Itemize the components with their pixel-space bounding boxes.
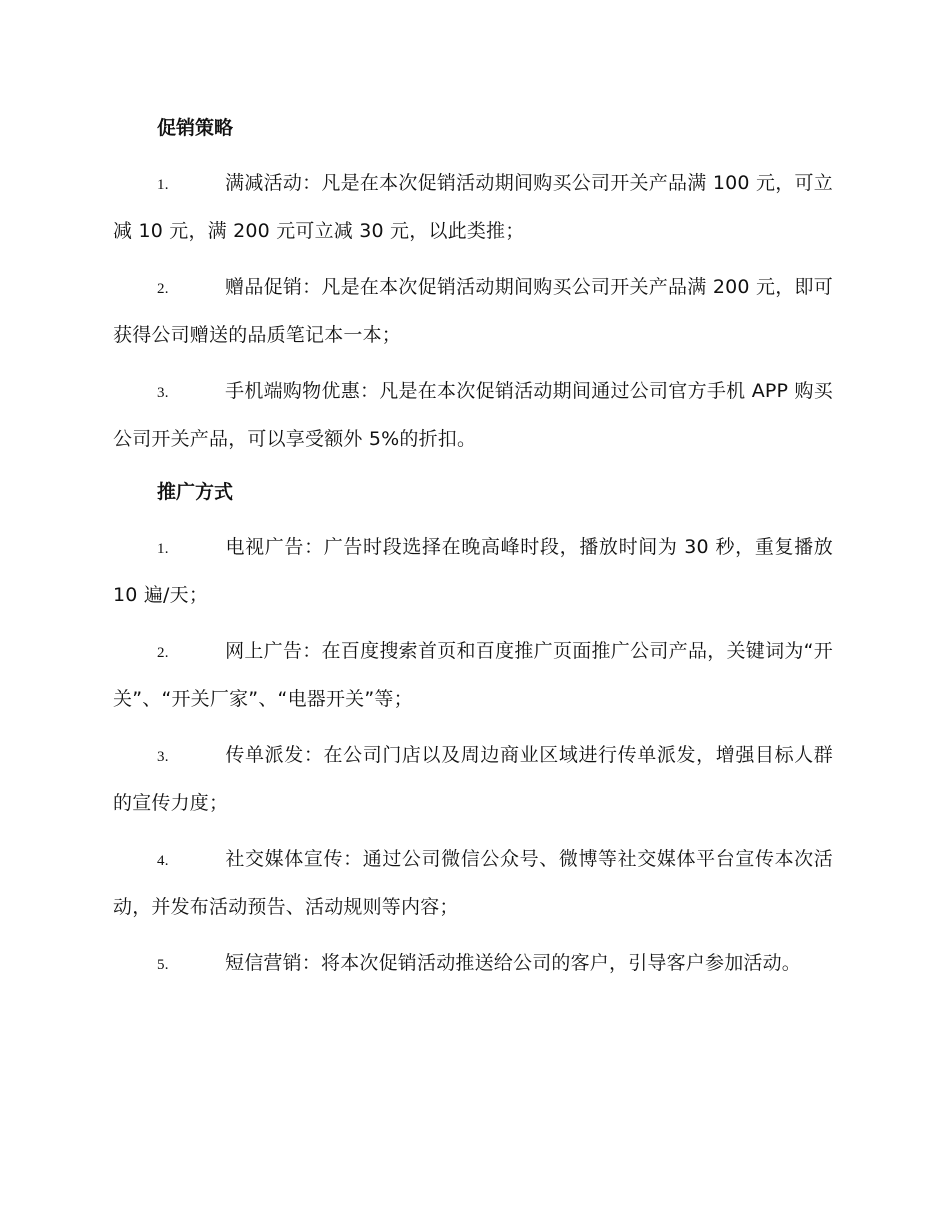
list-item-number: 2.: [157, 281, 169, 297]
list-item-text: 电视广告：广告时段选择在晚高峰时段，播放时间为 30 秒，重复播放 10 遍/天；: [113, 536, 833, 606]
section-heading-promotion-strategy: 促销策略: [157, 117, 234, 139]
list-item: [113, 368, 833, 462]
list-item: [113, 264, 833, 358]
list-item-number: 3.: [157, 385, 169, 401]
list-item-number: 3.: [157, 749, 169, 765]
list-item-text: 满减活动：凡是在本次促销活动期间购买公司开关产品满 100 元，可立减 10 元，满 200 元可立减 30 元，以此类推；: [113, 172, 833, 242]
list-item-number: 4.: [157, 853, 169, 869]
list-item-number: 5.: [157, 957, 169, 973]
list-item-text: 网上广告：在百度搜索首页和百度推广页面推广公司产品，关键词为“开关”、“开关厂家”、“电器开关”等；: [113, 640, 833, 710]
list-item-text: 手机端购物优惠：凡是在本次促销活动期间通过公司官方手机 APP 购买公司开关产品，可以享受额外 5%的折扣。: [113, 380, 833, 450]
list-item-text: 社交媒体宣传：通过公司微信公众号、微博等社交媒体平台宣传本次活动，并发布活动预告、活动规则等内容；: [113, 848, 833, 918]
section-heading-promotion-methods: 推广方式: [157, 481, 234, 503]
document-content: [113, 110, 833, 998]
list-item-text: 赠品促销：凡是在本次促销活动期间购买公司开关产品满 200 元，即可获得公司赠送的品质笔记本一本；: [113, 276, 833, 346]
list-item: [113, 160, 833, 254]
list-item-text: 传单派发：在公司门店以及周边商业区域进行传单派发，增强目标人群的宣传力度；: [113, 744, 833, 814]
list-item: [113, 628, 833, 722]
list-item-text: 短信营销：将本次促销活动推送给公司的客户，引导客户参加活动。: [225, 952, 802, 974]
list-item-number: 2.: [157, 645, 169, 661]
list-item-number: 1.: [157, 541, 169, 557]
list-item-number: 1.: [157, 177, 169, 193]
list-item: [113, 524, 833, 618]
list-item: [113, 836, 833, 930]
list-item: [113, 732, 833, 826]
list-item: [113, 940, 833, 988]
